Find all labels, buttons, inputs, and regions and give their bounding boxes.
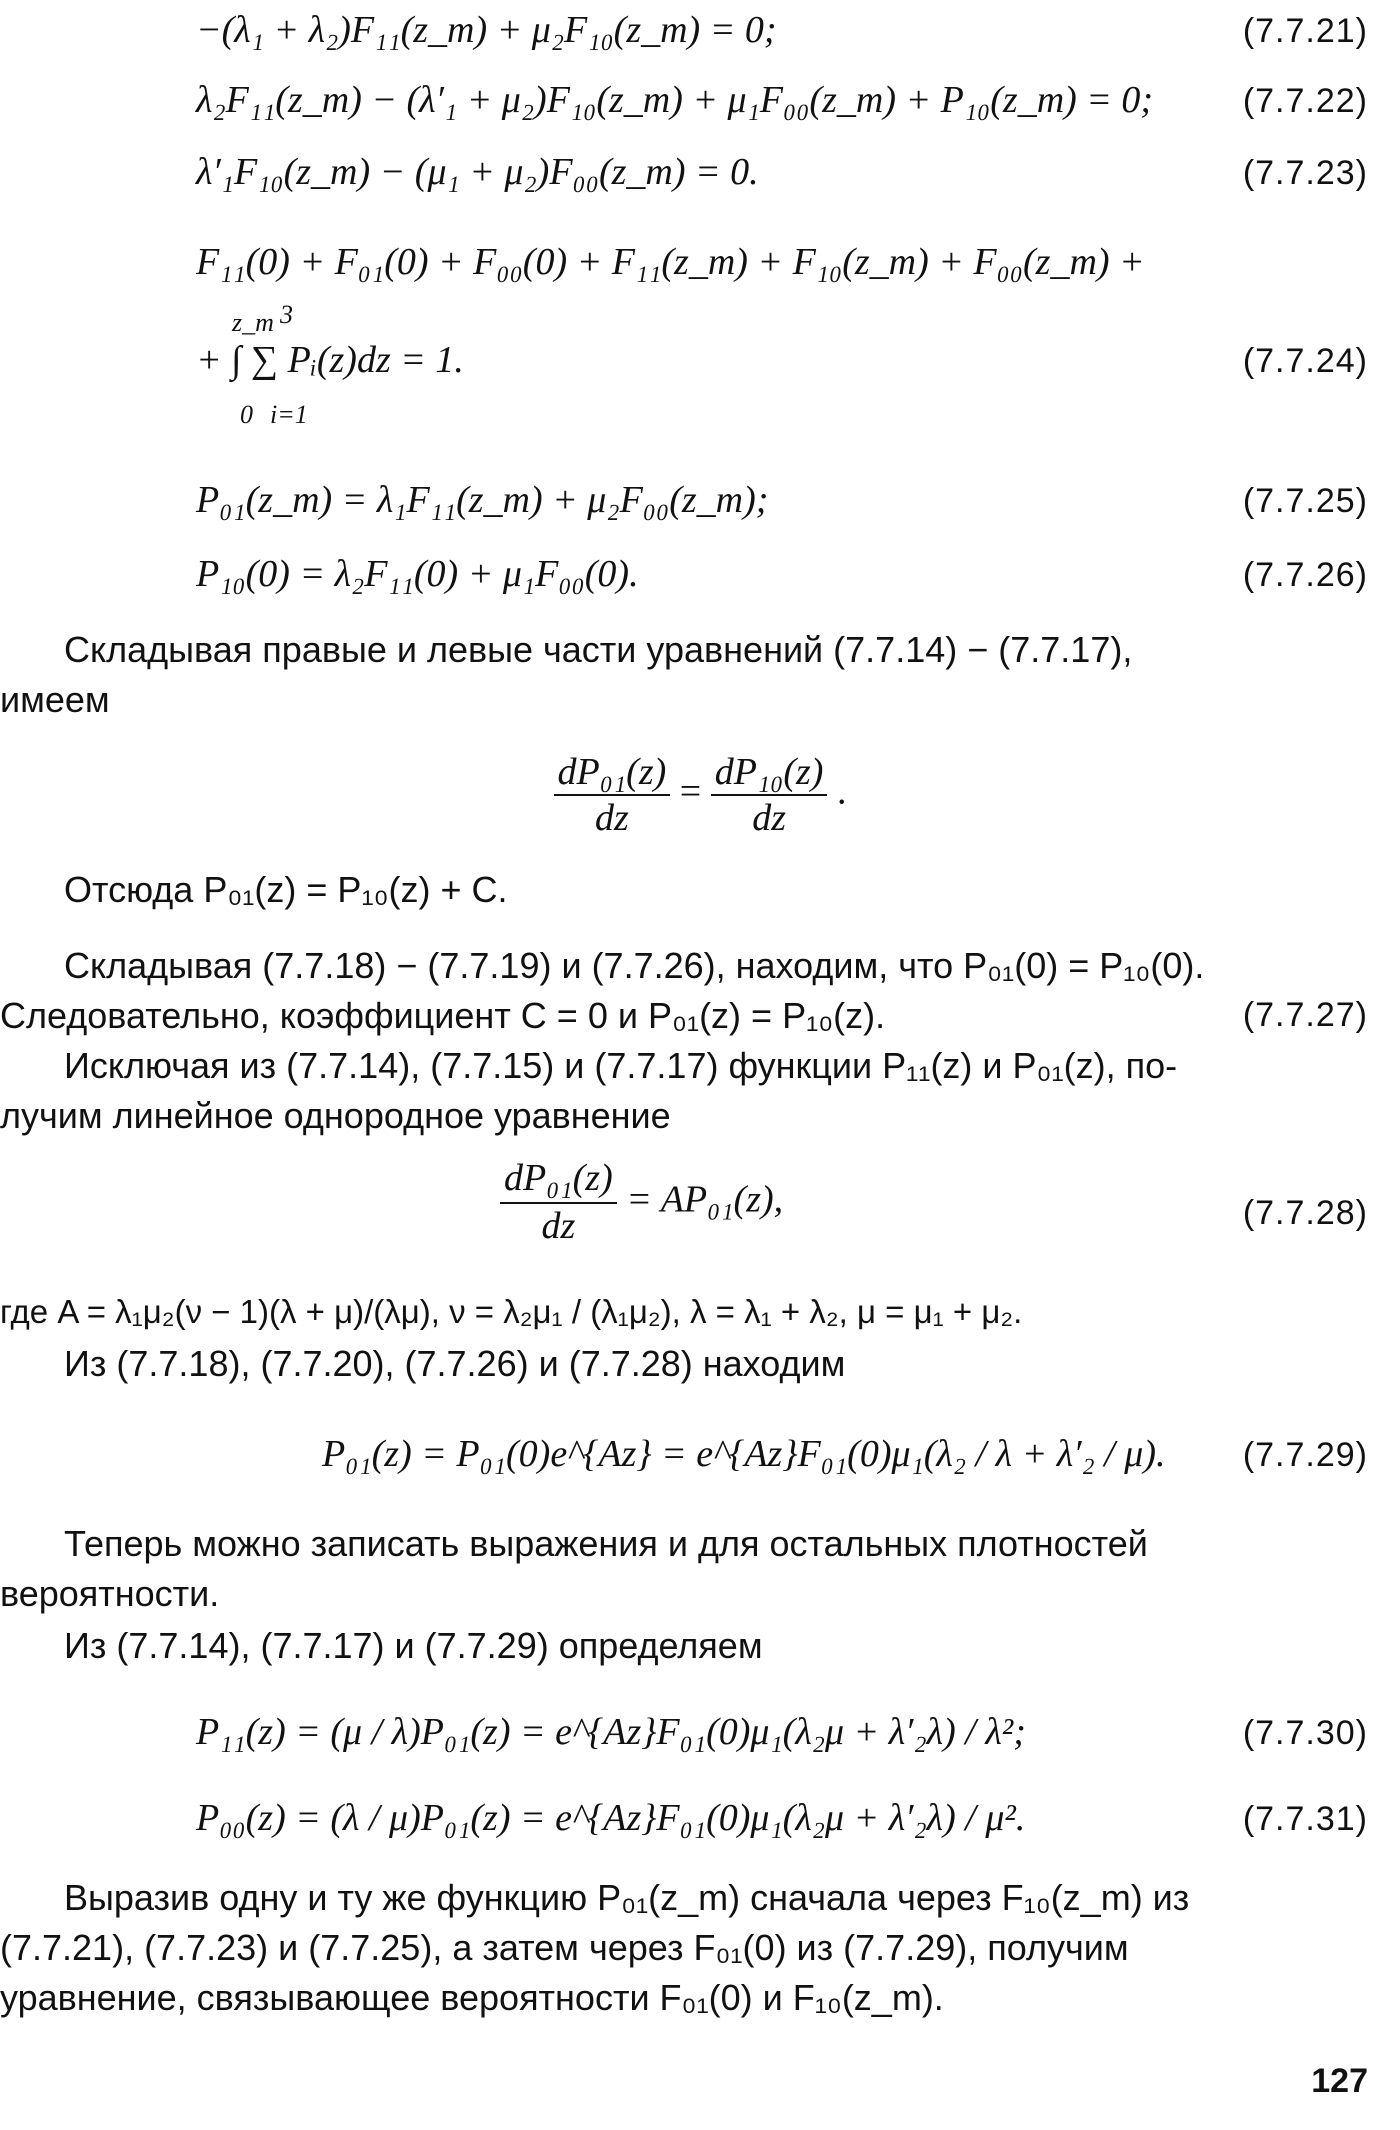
equation-number: (7.7.30) [1242, 1714, 1368, 1752]
paragraph-line: имеем [0, 679, 110, 720]
paragraph-line: вероятности. [0, 1573, 220, 1614]
equation-7-7-24-line1: F₁₁(0) + F₀₁(0) + F₀₀(0) + F₁₁(z_m) + F₁₀(z_m) + F₀₀(z_m) + [196, 241, 1145, 283]
equation-7-7-26: P₁₀(0) = λ₂F₁₁(0) + μ₁F₀₀(0). [196, 553, 639, 595]
paragraph-line: где A = λ₁μ₂(ν − 1)(λ + μ)/(λμ), ν = λ₂μ₁ / (λ₁μ₂), λ = λ₁ + λ₂, μ = μ₁ + μ₂. [0, 1293, 1023, 1330]
sum-upper-limit: 3 [280, 300, 293, 329]
fraction-equality: $\frac{\text{dP₀₁(z)}}{dz}$ = $\frac{\text{dP₁₀(z)}}{dz}$ . [0, 750, 1400, 840]
equation-7-7-22: λ₂F₁₁(z_m) − (λ′₁ + μ₂)F₁₀(z_m) + μ₁F₀₀(z_m) + P₁₀(z_m) = 0; [196, 79, 1154, 121]
paragraph-line: Теперь можно записать выражения и для остальных плотностей [64, 1523, 1148, 1564]
equation-number: (7.7.24) [1242, 342, 1368, 380]
equation-number: (7.7.28) [1242, 1194, 1368, 1232]
equation-7-7-30: P₁₁(z) = (μ / λ)P₀₁(z) = e^{Az}F₀₁(0)μ₁(λ₂μ + λ′₂λ) / λ²; [196, 1711, 1026, 1753]
equation-number: (7.7.27) [1242, 996, 1368, 1034]
equation-7-7-24-line2: + ∫ ∑ Pᵢ(z)dz = 1. [196, 339, 464, 381]
equation-7-7-23: λ′₁F₁₀(z_m) − (μ₁ + μ₂)F₀₀(z_m) = 0. [196, 151, 759, 193]
equation-number: (7.7.29) [1242, 1436, 1368, 1474]
equation-7-7-25: P₀₁(z_m) = λ₁F₁₁(z_m) + μ₂F₀₀(z_m); [196, 479, 769, 521]
equation-7-7-31: P₀₀(z) = (λ / μ)P₀₁(z) = e^{Az}F₀₁(0)μ₁(λ₂μ + λ′₂λ) / μ². [196, 1797, 1026, 1839]
integral-upper-limit: z_m [232, 308, 274, 337]
fraction-left: $\frac{\text{dP₀₁(z)}}{dz}$ [554, 750, 671, 840]
equation-number: (7.7.23) [1242, 154, 1368, 192]
equation-number: (7.7.25) [1242, 482, 1368, 520]
paragraph-line: Выразив одну и ту же функцию P₀₁(z_m) сначала через F₁₀(z_m) из [64, 1877, 1190, 1918]
fraction-right: $\frac{\text{dP₁₀(z)}}{dz}$ [711, 750, 828, 840]
paragraph-line: Следовательно, коэффициент C = 0 и P₀₁(z) = P₁₀(z). [0, 995, 886, 1036]
equation-7-7-29: P₀₁(z) = P₀₁(0)e^{Az} = e^{Az}F₀₁(0)μ₁(λ₂ / λ + λ′₂ / μ). [322, 1433, 1166, 1475]
equation-7-7-28: $\frac{\text{dP₀₁(z)}}{dz}$ = AP₀₁(z), [500, 1156, 783, 1249]
page-number: 127 [1311, 2062, 1368, 2100]
paragraph-line: лучим линейное однородное уравнение [0, 1095, 671, 1136]
equation-number: (7.7.21) [1242, 12, 1368, 50]
equation-number: (7.7.26) [1242, 556, 1368, 594]
paragraph-line: Складывая правые и левые части уравнений (7.7.14) − (7.7.17), [64, 629, 1133, 670]
paragraph-line: (7.7.21), (7.7.23) и (7.7.25), а затем через F₀₁(0) из (7.7.29), получим [0, 1927, 1129, 1968]
equation-7-7-21: −(λ₁ + λ₂)F₁₁(z_m) + μ₂F₁₀(z_m) = 0; [196, 9, 777, 51]
paragraph-line: уравнение, связывающее вероятности F₀₁(0) и F₁₀(z_m). [0, 1977, 944, 2018]
paragraph-line: Складывая (7.7.18) − (7.7.19) и (7.7.26), находим, что P₀₁(0) = P₁₀(0). [64, 945, 1205, 986]
paragraph-line: Исключая из (7.7.14), (7.7.15) и (7.7.17) функции P₁₁(z) и P₀₁(z), по- [64, 1045, 1178, 1086]
sum-lower-limit: i=1 [270, 400, 308, 429]
paragraph-line: Из (7.7.14), (7.7.17) и (7.7.29) определяем [64, 1625, 763, 1666]
equation-number: (7.7.31) [1242, 1800, 1368, 1838]
equation-number: (7.7.22) [1242, 82, 1368, 120]
integral-lower-limit: 0 [240, 400, 253, 429]
derivative-fraction: $\frac{\text{dP₀₁(z)}}{dz}$ [500, 1156, 617, 1249]
paragraph-line: Отсюда P₀₁(z) = P₁₀(z) + C. [64, 869, 508, 910]
paragraph-line: Из (7.7.18), (7.7.20), (7.7.26) и (7.7.28) находим [64, 1343, 846, 1384]
